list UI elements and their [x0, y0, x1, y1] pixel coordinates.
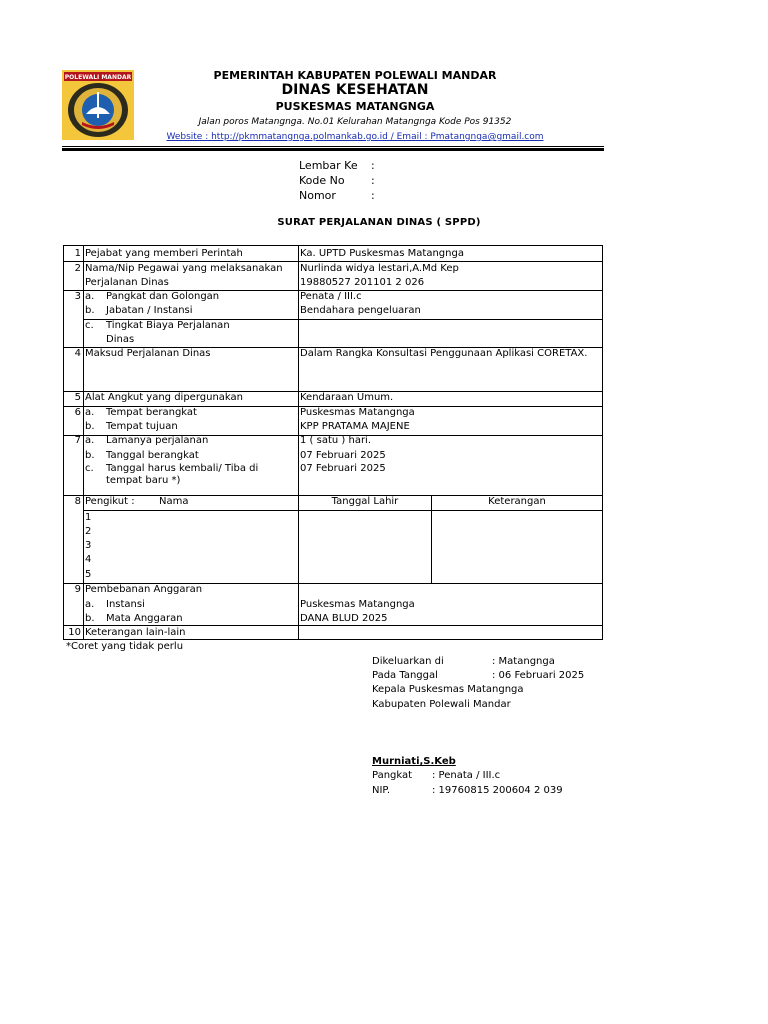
signer-position-line2: Kabupaten Polewali Mandar	[372, 699, 511, 710]
pengikut-item: 3	[85, 540, 92, 551]
row-3a-letter: a.	[85, 291, 95, 302]
signer-rank-value: : Penata / III.c	[432, 770, 501, 781]
document-title: SURAT PERJALANAN DINAS ( SPPD)	[277, 217, 481, 228]
row-7b-value: 07 Februari 2025	[300, 450, 386, 461]
row-6b-label: Tempat tujuan	[106, 421, 178, 432]
issued-date-label: Pada Tanggal	[372, 670, 438, 681]
meta-lembar: Lembar Ke :	[299, 159, 375, 172]
header-rule-thick	[62, 148, 604, 151]
website-email-link[interactable]: Website : http://pkmmatangnga.polmankab.go.id / Email : Pmatangnga@gmail.com	[166, 132, 544, 142]
row-8-label: Pengikut :	[85, 496, 135, 507]
row-3b-label: Jabatan / Instansi	[106, 305, 193, 316]
row-6a-value: Puskesmas Matangnga	[300, 407, 415, 418]
col-header-tanggal-lahir: Tanggal Lahir	[331, 496, 399, 507]
row-1-value: Ka. UPTD Puskesmas Matangnga	[300, 248, 464, 259]
row-7a-letter: a.	[85, 435, 95, 446]
header-address: Jalan poros Matangnga. No.01 Kelurahan Matangnga Kode Pos 91352	[198, 117, 512, 127]
row-7c-value: 07 Februari 2025	[300, 463, 386, 474]
polewali-mandar-logo	[62, 70, 134, 140]
issued-at-label: Dikeluarkan di	[372, 656, 444, 667]
signer-name: Murniati,S.Keb	[372, 756, 456, 767]
row-2-label-line1: Nama/Nip Pegawai yang melaksanakan	[85, 263, 283, 274]
logo-text: POLEWALI MANDAR	[64, 74, 132, 81]
row-6a-label: Tempat berangkat	[106, 407, 197, 418]
row-4-number: 4	[74, 348, 81, 359]
row-1-number: 1	[74, 248, 81, 259]
row-9a-label: Instansi	[106, 599, 145, 610]
row-3a-value: Penata / III.c	[300, 291, 362, 302]
row-10-number: 10	[68, 627, 81, 638]
col-line-value	[298, 246, 299, 640]
row-3a-label: Pangkat dan Golongan	[106, 291, 220, 302]
signer-rank-label: Pangkat	[372, 770, 413, 781]
col-header-keterangan: Keterangan	[488, 496, 546, 507]
row-8-number: 8	[74, 496, 81, 507]
row-2-value-nip: 19880527 201101 2 026	[300, 277, 425, 288]
row-5-value: Kendaraan Umum.	[300, 392, 394, 403]
row-9-number: 9	[74, 584, 81, 595]
row-7c-label-line2: tempat baru *)	[106, 475, 181, 486]
row-6b-letter: b.	[85, 421, 95, 432]
row-5-number: 5	[74, 392, 81, 403]
row-3c-label-line2: Dinas	[106, 334, 135, 345]
header-government: PEMERINTAH KABUPATEN POLEWALI MANDAR	[213, 69, 497, 82]
signer-nip-value: : 19760815 200604 2 039	[432, 785, 563, 796]
row-3c-label-line1: Tingkat Biaya Perjalanan	[106, 320, 230, 331]
row-3-number: 3	[74, 291, 81, 302]
row-9-label: Pembebanan Anggaran	[85, 584, 203, 595]
row-7c-letter: c.	[85, 463, 94, 474]
row-9a-letter: a.	[85, 599, 95, 610]
row-7a-label: Lamanya perjalanan	[106, 435, 209, 446]
col-header-nama: Nama	[159, 496, 189, 507]
row-5-label: Alat Angkut yang dipergunakan	[85, 392, 243, 403]
meta-kode: Kode No :	[299, 174, 375, 187]
row-1-label: Pejabat yang memberi Perintah	[85, 248, 243, 259]
row-7c-label-line1: Tanggal harus kembali/ Tiba di	[106, 463, 259, 474]
row-2-label-line2: Perjalanan Dinas	[85, 277, 169, 288]
row-7b-letter: b.	[85, 450, 95, 461]
row-6b-value: KPP PRATAMA MAJENE	[300, 421, 410, 432]
footnote: *Coret yang tidak perlu	[66, 641, 184, 652]
signer-nip-label: NIP.	[372, 785, 391, 796]
meta-nomor: Nomor :	[299, 189, 375, 202]
header-contact	[150, 132, 560, 142]
row-6a-letter: a.	[85, 407, 95, 418]
pengikut-item: 4	[85, 554, 92, 565]
pengikut-item: 2	[85, 526, 92, 537]
issued-date-value: : 06 Februari 2025	[492, 670, 585, 681]
col-line-no	[83, 246, 84, 640]
row-3c-letter: c.	[85, 320, 94, 331]
row-9b-value: DANA BLUD 2025	[300, 613, 388, 624]
issued-at-value: : Matangnga	[492, 656, 555, 667]
row-4-label: Maksud Perjalanan Dinas	[85, 348, 211, 359]
header-rule-thin	[62, 146, 604, 147]
header-department: DINAS KESEHATAN	[281, 82, 429, 98]
row-3b-letter: b.	[85, 305, 95, 316]
col-line-ket	[431, 495, 432, 583]
row-9b-label: Mata Anggaran	[106, 613, 183, 624]
row-6-number: 6	[74, 407, 81, 418]
row-2-value-name: Nurlinda widya lestari,A.Md Kep	[300, 263, 459, 274]
row-9a-value: Puskesmas Matangnga	[300, 599, 415, 610]
pengikut-item: 1	[85, 512, 92, 523]
row-4-value: Dalam Rangka Konsultasi Penggunaan Aplikasi CORETAX.	[300, 348, 588, 359]
signer-position-line1: Kepala Puskesmas Matangnga	[372, 684, 524, 695]
row-7b-label: Tanggal berangkat	[106, 450, 199, 461]
header-puskesmas: PUSKESMAS MATANGNGA	[275, 100, 435, 113]
row-7-number: 7	[74, 435, 81, 446]
row-10-label: Keterangan lain-lain	[85, 627, 186, 638]
row-9b-letter: b.	[85, 613, 95, 624]
row-3b-value: Bendahara pengeluaran	[300, 305, 421, 316]
row-2-number: 2	[74, 263, 81, 274]
pengikut-item: 5	[85, 569, 92, 580]
row-7a-value: 1 ( satu ) hari.	[300, 435, 372, 446]
